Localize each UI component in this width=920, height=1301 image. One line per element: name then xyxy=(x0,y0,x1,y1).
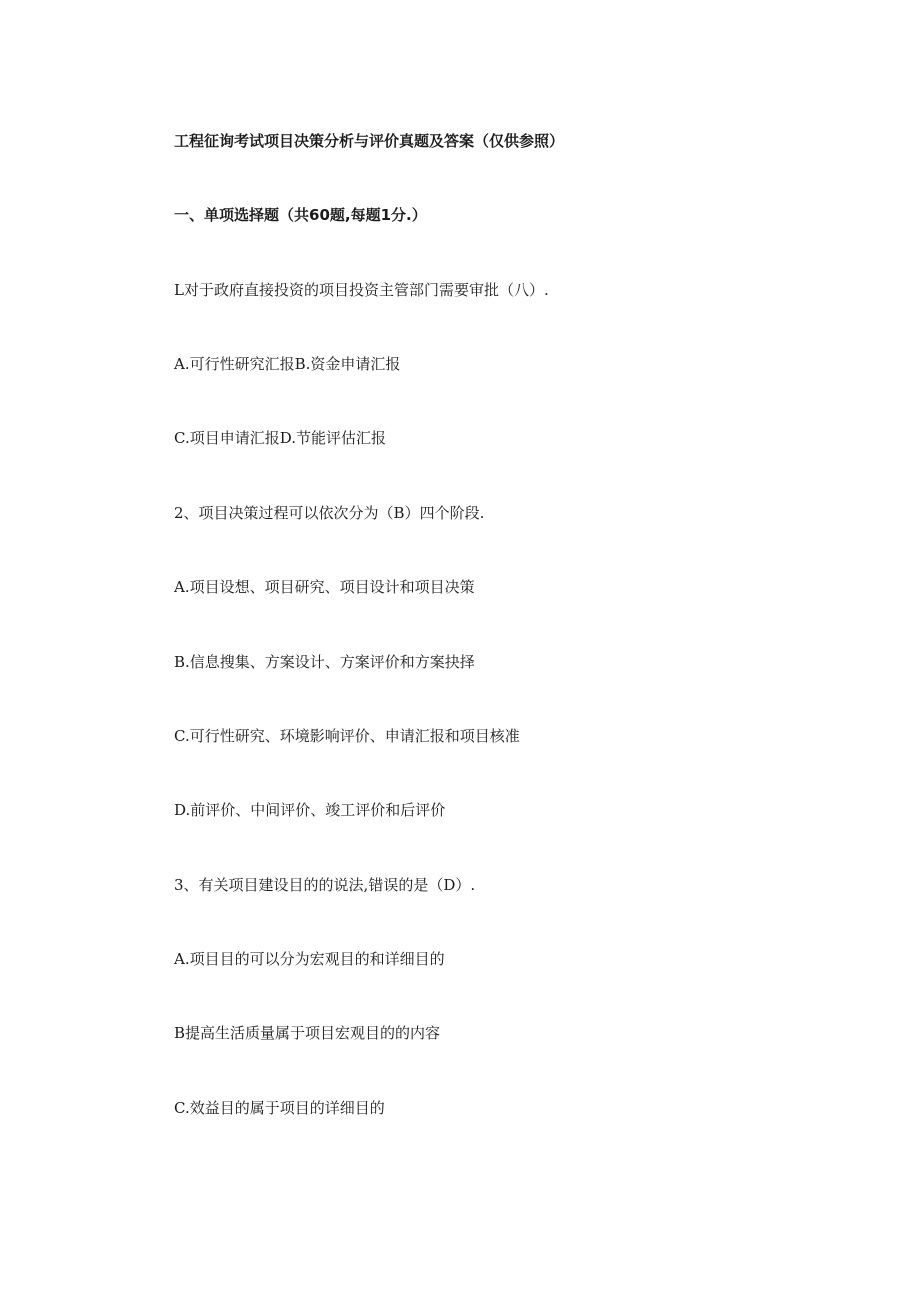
question-1-options-cd: C.项目申请汇报D.节能评估汇报 xyxy=(174,429,386,447)
section-heading: 一、单项选择题（共60题,每题1分.） xyxy=(174,206,427,224)
question-1-options-ab: A.可行性研究汇报B.资金申请汇报 xyxy=(174,355,401,373)
question-2: 2、项目决策过程可以依次分为（B）四个阶段. xyxy=(174,504,485,522)
question-1: L对于政府直接投资的项目投资主管部门需要审批（八）. xyxy=(174,281,549,299)
document-title: 工程征询考试项目决策分析与评价真题及答案（仅供参照） xyxy=(174,132,565,150)
question-3-option-b: B提高生活质量属于项目宏观目的的内容 xyxy=(174,1024,441,1042)
question-3-option-a: A.项目目的可以分为宏观目的和详细目的 xyxy=(174,950,445,968)
question-2-option-b: B.信息搜集、方案设计、方案评价和方案抉择 xyxy=(174,653,475,671)
question-3-option-c: C.效益目的属于项目的详细目的 xyxy=(174,1099,385,1117)
question-2-option-d: D.前评价、中间评价、竣工评价和后评价 xyxy=(174,801,446,819)
question-2-option-c: C.可行性研究、环境影响评价、申请汇报和项目核准 xyxy=(174,727,520,745)
question-2-option-a: A.项目设想、项目研究、项目设计和项目决策 xyxy=(174,578,475,596)
question-3: 3、有关项目建设目的的说法,错误的是（D）. xyxy=(174,876,476,894)
